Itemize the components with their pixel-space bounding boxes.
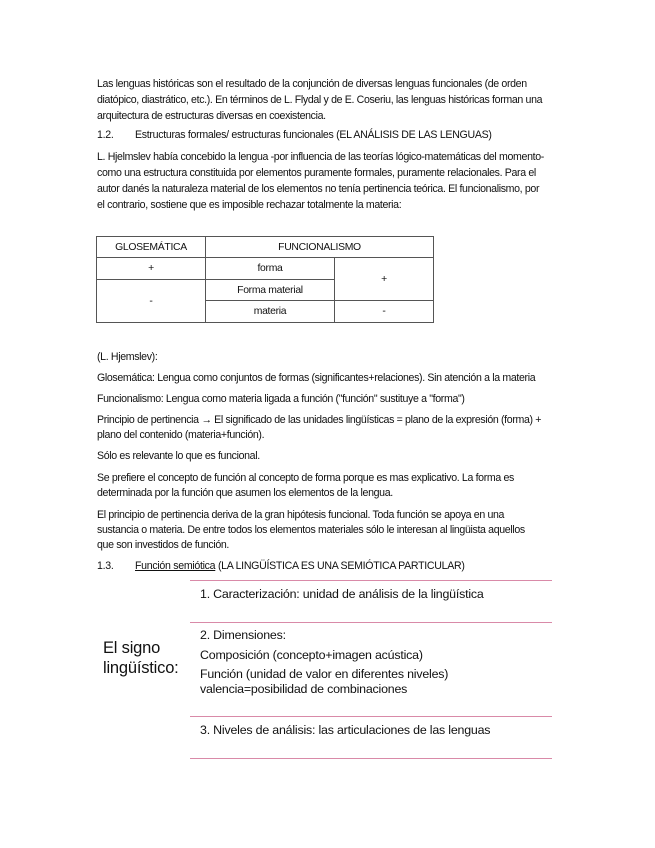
paragraph-line: el contrario, sostiene que es imposible rechazar totalmente la materia: [97,199,402,211]
signo-item-2-funcion: Función (unidad de valor en diferentes niveles) [200,667,449,681]
signo-item-2-composicion: Composición (concepto+imagen acústica) [200,648,423,662]
section-heading-1-3 [97,559,581,574]
table-cell: materia [206,301,335,323]
section-title: Función semiótica [135,560,216,572]
table-cell: Forma material [206,280,335,301]
note-prefiere: Se prefiere el concepto de función al concepto de forma porque es mas explicativo. La forma es [97,472,515,484]
note-principio: El principio de pertinencia deriva de la gran hipótesis funcional. Toda función se apoya en una [97,509,505,521]
section-title: Estructuras formales/ estructuras funcionales [135,129,334,141]
note-pertinencia: Principio de pertinencia → El significado de las unidades lingüísticas = plano de la expresión (forma) + [97,414,542,426]
note-prefiere: determinada por la función que asumen los elementos de la lengua. [97,487,393,499]
paragraph-line: autor danés la naturaleza material de los elementos no tenía pertinencia teórica. El funcionalismo, por [97,183,540,195]
table-cell: - [97,280,206,323]
note-principio: que son investidos de función. [97,539,230,551]
paragraph-line: L. Hjelmslev había concebido la lengua -por influencia de las teorías lógico-matemáticas del momento- [97,151,544,163]
signo-item-3: 3. Niveles de análisis: las articulaciones de las lenguas [200,723,491,737]
table-cell: - [335,301,434,323]
section-number: 1.3. [97,560,114,572]
signo-title-line: lingüístico: [103,659,179,677]
divider-line [190,758,552,759]
note-funcionalismo: Funcionalismo: Lengua como materia ligada a función ("función" sustituye a "forma") [97,393,465,405]
comparison-table [96,236,434,323]
paragraph-line: como una estructura constituida por elementos puramente formales, puramente relacionales. Para el [97,167,536,179]
section-number: 1.2. [97,129,114,141]
divider-line [190,716,552,717]
signo-item-2-valencia: valencia=posibilidad de combinaciones [200,682,408,696]
section-subtitle: (LA LINGÜÍSTICA ES UNA SEMIÓTICA PARTICULAR) [217,560,465,572]
divider-line [190,580,552,581]
table-cell: + [97,258,206,280]
note-author: (L. Hjemslev): [97,351,158,363]
intro-line: Las lenguas históricas son el resultado de la conjunción de diversas lenguas funcionales (de orden [97,78,527,90]
note-principio: sustancia o materia. De entre todos los elementos materiales sólo le interesan al lingüista aquellos [97,524,525,536]
intro-line: arquitectura de estructuras diversas en coexistencia. [97,110,326,122]
table-header-funcionalismo: FUNCIONALISMO [206,237,434,258]
table-cell: + [335,258,434,301]
signo-title [103,638,179,678]
signo-item-1: 1. Caracterización: unidad de análisis de la lingüística [200,587,484,601]
table-cell: forma [206,258,335,280]
section-heading-1-2 [97,128,581,143]
divider-line [190,622,552,623]
signo-item-2-title: 2. Dimensiones: [200,628,286,642]
note-relevante: Sólo es relevante lo que es funcional. [97,450,260,462]
note-glosematica: Glosemática: Lengua como conjuntos de formas (significantes+relaciones). Sin atención a la materia [97,372,536,384]
note-pertinencia: plano del contenido (materia+función). [97,429,265,441]
intro-line: diatópico, diastrático, etc.). En términos de L. Flydal y de E. Coseriu, las lenguas históricas forman una [97,94,543,106]
table-header-glosematica: GLOSEMÁTICA [97,237,206,258]
signo-title-line: El signo [103,639,161,657]
section-subtitle: (EL ANÁLISIS DE LAS LENGUAS) [336,129,492,141]
